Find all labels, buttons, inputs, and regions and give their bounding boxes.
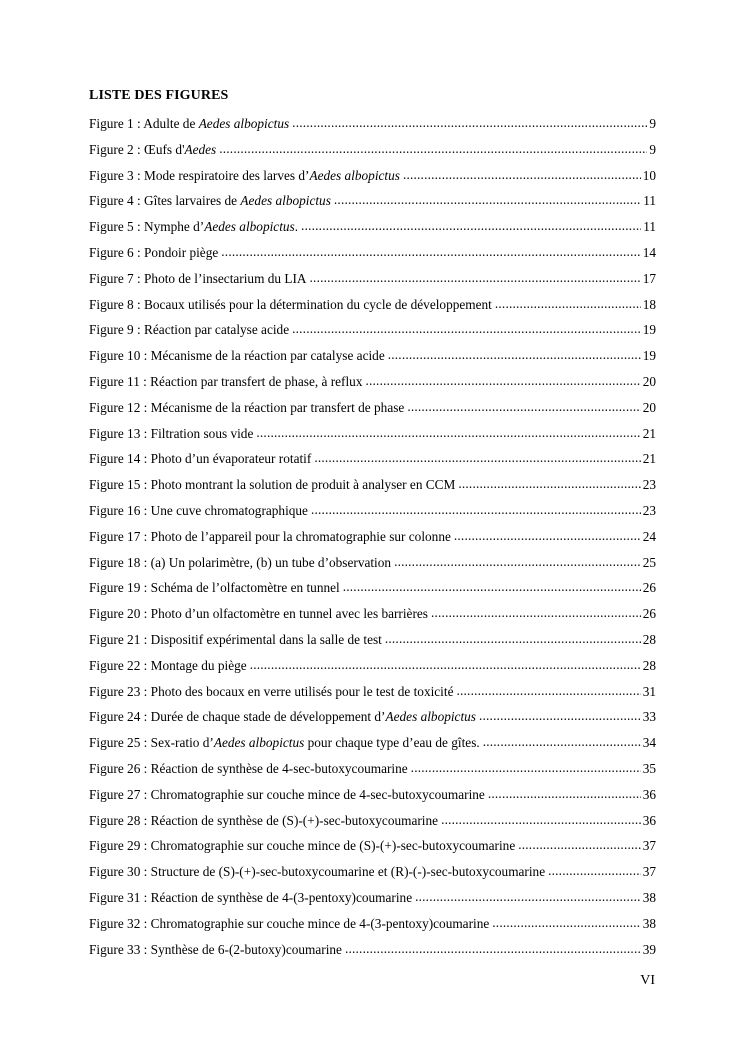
figure-entry[interactable] [89, 320, 656, 346]
figure-entry-page-number: 26 [642, 606, 656, 622]
figure-entry-text: Figure 17 : Photo de l’appareil pour la chromatographie sur colonne [89, 528, 451, 544]
figure-entry-text: Figure 33 : Synthèse de 6-(2-butoxy)coumarine [89, 941, 342, 957]
figure-entry-text: Figure 30 : Structure de (S)-(+)-sec-butoxycoumarine et (R)-(-)-sec-butoxycoumarine [89, 864, 546, 880]
figure-entry-page-number: 28 [642, 631, 656, 647]
figure-entry-species: Aedes albopictus [198, 116, 290, 131]
dot-leader [343, 577, 641, 597]
figure-entry-text: Figure 13 : Filtration sous vide [89, 425, 254, 441]
figure-entry[interactable] [89, 940, 656, 966]
figure-entry-title [89, 759, 408, 779]
dot-leader [488, 784, 641, 804]
figure-entry[interactable] [89, 269, 656, 295]
figure-entry-title [89, 682, 453, 702]
figure-entry-text: Figure 12 : Mécanisme de la réaction par transfert de phase [89, 399, 405, 415]
figure-entry-text: Figure 3 : Mode respiratoire des larves d’ [89, 167, 310, 183]
figure-entry-title [89, 372, 362, 392]
figure-entry-text: Figure 1 : Adulte de [89, 116, 199, 131]
figure-entry-text: Figure 25 : Sex-ratio d’ [89, 735, 214, 751]
figure-entry-text: Figure 18 : (a) Un polarimètre, (b) un tube d’observation [89, 554, 392, 570]
figure-entry-page-number: 26 [642, 580, 656, 596]
figure-entry-text-tail: . [294, 219, 299, 235]
figure-entry-page-number: 37 [642, 864, 656, 880]
figure-entry-text: Figure 9 : Réaction par catalyse acide [89, 322, 290, 338]
dot-leader [403, 165, 641, 185]
dot-leader [219, 139, 647, 159]
dot-leader [458, 474, 640, 494]
figure-entry[interactable] [89, 836, 656, 862]
figure-entry-title [89, 630, 382, 650]
figure-entry-page-number: 39 [642, 941, 656, 957]
figure-entry-text: Figure 26 : Réaction de synthèse de 4-sec-butoxycoumarine [89, 760, 408, 776]
figure-entry-text: Figure 22 : Montage du piège [89, 657, 247, 673]
figure-entry-title [89, 811, 438, 831]
figure-entry[interactable] [89, 888, 656, 914]
figure-entry[interactable] [89, 191, 656, 217]
figure-entry-page-number: 20 [642, 373, 656, 389]
dot-leader [407, 397, 640, 417]
dot-leader [345, 939, 641, 959]
figure-entry-species: Aedes albopictus [240, 193, 331, 209]
dot-leader [292, 319, 641, 339]
figure-entry-page-number: 10 [642, 167, 656, 183]
figure-entry[interactable] [89, 785, 656, 811]
figure-entry-title [89, 785, 485, 805]
figure-entry-page-number: 33 [642, 709, 656, 725]
figure-entry-title [89, 604, 428, 624]
figure-entry-title [89, 449, 311, 469]
figure-entry-page-number: 21 [642, 451, 656, 467]
figure-entry-text: Figure 8 : Bocaux utilisés pour la détermination du cycle de développement [89, 296, 492, 312]
figure-entry-page-number: 34 [642, 735, 656, 751]
figure-entry[interactable] [89, 682, 656, 708]
figure-entry-text: Figure 27 : Chromatographie sur couche mince de 4-sec-butoxycoumarine [89, 786, 485, 802]
figure-entry[interactable] [89, 449, 656, 475]
figure-entry-title [89, 733, 480, 753]
figure-entry[interactable] [89, 553, 656, 579]
dot-leader [479, 706, 641, 726]
figure-entry-page-number: 19 [642, 348, 656, 364]
figure-entry-text: Figure 28 : Réaction de synthèse de (S)-(+)-sec-butoxycoumarine [89, 812, 439, 828]
dot-leader [431, 603, 641, 623]
figure-entry[interactable] [89, 475, 656, 501]
dot-leader [385, 629, 641, 649]
figure-entry-species: Aedes albopictus [309, 167, 400, 183]
dot-leader [441, 810, 641, 830]
figure-entry-text: Figure 6 : Pondoir piège [89, 244, 219, 260]
figure-entry-text: Figure 21 : Dispositif expérimental dans la salle de test [89, 631, 382, 647]
dot-leader [415, 887, 641, 907]
dot-leader [292, 113, 647, 133]
figure-entry-title [89, 295, 492, 315]
dot-leader [483, 732, 641, 752]
figure-entry-page-number: 21 [642, 425, 656, 441]
dot-leader [301, 216, 641, 236]
figure-entry-page-number: 11 [643, 193, 656, 209]
figure-entry-title [89, 140, 216, 160]
figure-entry[interactable] [89, 914, 656, 940]
figure-entry[interactable] [89, 346, 656, 372]
figure-entry-page-number: 23 [642, 477, 656, 493]
figure-entry-title [89, 320, 289, 340]
figure-entry-page-number: 36 [642, 786, 656, 802]
figure-entry-page-number: 24 [642, 528, 656, 544]
figure-entry[interactable] [89, 398, 656, 424]
dot-leader [548, 861, 641, 881]
figure-entry[interactable] [89, 578, 656, 604]
dot-leader [256, 423, 640, 443]
figure-entry[interactable] [89, 707, 656, 733]
figure-entry[interactable] [89, 656, 656, 682]
figure-entry-title [89, 914, 489, 934]
figure-entry-title [89, 243, 218, 263]
figure-entry-title [89, 888, 412, 908]
figure-entry[interactable] [89, 501, 656, 527]
figure-entry-title [89, 166, 400, 186]
figure-entry-text: Figure 2 : Œufs d' [89, 141, 185, 157]
figure-entry-page-number: 19 [642, 322, 656, 338]
figure-entry-page-number: 9 [649, 116, 656, 131]
figure-entry[interactable] [89, 604, 656, 630]
figure-entry-title [89, 656, 247, 676]
figure-entry-title [89, 269, 307, 289]
dot-leader [365, 371, 640, 391]
dot-leader [492, 913, 640, 933]
figure-entry[interactable] [89, 243, 656, 269]
figure-entry-text: Figure 14 : Photo d’un évaporateur rotatif [89, 451, 312, 467]
page-folio: VI [640, 973, 655, 988]
dot-leader [221, 242, 640, 262]
figure-entry-title [89, 217, 298, 237]
figure-entry-page-number: 38 [642, 915, 656, 931]
figure-entry-page-number: 37 [642, 838, 656, 854]
figure-entry[interactable] [89, 527, 656, 553]
figure-entry[interactable] [89, 630, 656, 656]
figure-entry[interactable] [89, 733, 656, 759]
dot-leader [311, 500, 641, 520]
dot-leader [310, 268, 641, 288]
figure-entry-species: Aedes albopictus [213, 735, 305, 751]
dot-leader [334, 190, 641, 210]
figure-entry[interactable] [89, 114, 656, 140]
figure-entry-title [89, 553, 391, 573]
figure-entry-page-number: 38 [642, 889, 656, 905]
figure-entry-page-number: 20 [642, 399, 656, 415]
figure-list [89, 114, 656, 965]
figure-entry[interactable] [89, 217, 656, 243]
figure-entry-title [89, 707, 476, 727]
figure-entry-title [89, 862, 545, 882]
figure-entry-title [89, 346, 385, 366]
figure-entry-title [89, 475, 455, 495]
figure-entry-text: Figure 15 : Photo montrant la solution de produit à analyser en CCM [89, 477, 456, 493]
figure-entry-page-number: 28 [642, 657, 656, 673]
figure-entry[interactable] [89, 372, 656, 398]
figure-entry-page-number: 23 [642, 502, 656, 518]
figure-entry-title [89, 191, 331, 211]
figure-entry-text: Figure 23 : Photo des bocaux en verre utilisés pour le test de toxicité [89, 683, 454, 699]
figure-entry-title [89, 501, 308, 521]
dot-leader [314, 448, 640, 468]
dot-leader [394, 552, 641, 572]
figure-entry-title [89, 114, 289, 134]
figure-entry[interactable] [89, 166, 656, 192]
figure-entry-text: Figure 10 : Mécanisme de la réaction par catalyse acide [89, 348, 385, 364]
figure-entry-species: Aedes albopictus [385, 709, 476, 725]
page-title: LISTE DES FIGURES [89, 88, 229, 103]
figure-entry-text: Figure 20 : Photo d’un olfactomètre en tunnel avec les barrières [89, 606, 428, 622]
figure-entry-text: Figure 5 : Nymphe d’ [89, 219, 205, 235]
figure-entry-text: Figure 29 : Chromatographie sur couche mince de (S)-(+)-sec-butoxycoumarine [89, 838, 516, 854]
figure-entry-page-number: 11 [643, 219, 656, 235]
figure-entry-text-tail: pour chaque type d’eau de gîtes. [304, 735, 480, 751]
figure-entry[interactable] [89, 759, 656, 785]
figure-entry-page-number: 31 [642, 683, 656, 699]
figure-entry-title [89, 424, 253, 444]
dot-leader [518, 835, 640, 855]
dot-leader [411, 758, 641, 778]
figure-entry-title [89, 578, 340, 598]
figure-entry-page-number: 14 [642, 244, 656, 260]
figure-entry[interactable] [89, 424, 656, 450]
figure-entry[interactable] [89, 140, 656, 166]
dot-leader [388, 345, 641, 365]
figure-entry-page-number: 36 [642, 812, 656, 828]
figure-entry-text: Figure 4 : Gîtes larvaires de [89, 193, 241, 209]
figure-entry-page-number: 17 [642, 270, 656, 286]
figure-entry-title [89, 836, 515, 856]
figure-entry-title [89, 398, 404, 418]
figure-entry-text: Figure 19 : Schéma de l’olfactomètre en tunnel [89, 580, 340, 596]
dot-leader [250, 655, 641, 675]
figure-entry-text: Figure 31 : Réaction de synthèse de 4-(3-pentoxy)coumarine [89, 889, 413, 905]
figure-entry-text: Figure 11 : Réaction par transfert de phase, à reflux [89, 373, 363, 389]
figure-entry-title [89, 527, 451, 547]
figure-entry[interactable] [89, 862, 656, 888]
figure-entry-text: Figure 7 : Photo de l’insectarium du LIA [89, 270, 307, 286]
figure-entry-species: Aedes [184, 141, 217, 157]
dot-leader [456, 681, 640, 701]
figure-entry-title [89, 940, 342, 960]
figure-entry-text: Figure 16 : Une cuve chromatographique [89, 502, 308, 518]
figure-entry-page-number: 18 [642, 296, 656, 312]
dot-leader [454, 526, 641, 546]
figure-entry[interactable] [89, 811, 656, 837]
figure-entry-text: Figure 24 : Durée de chaque stade de développement d’ [89, 709, 386, 725]
figure-entry[interactable] [89, 295, 656, 321]
figure-entry-species: Aedes albopictus [204, 219, 295, 235]
figure-entry-text: Figure 32 : Chromatographie sur couche mince de 4-(3-pentoxy)coumarine [89, 915, 490, 931]
figure-entry-page-number: 35 [642, 760, 656, 776]
dot-leader [495, 294, 641, 314]
figure-entry-page-number: 25 [642, 554, 656, 570]
figure-entry-page-number: 9 [649, 141, 656, 157]
